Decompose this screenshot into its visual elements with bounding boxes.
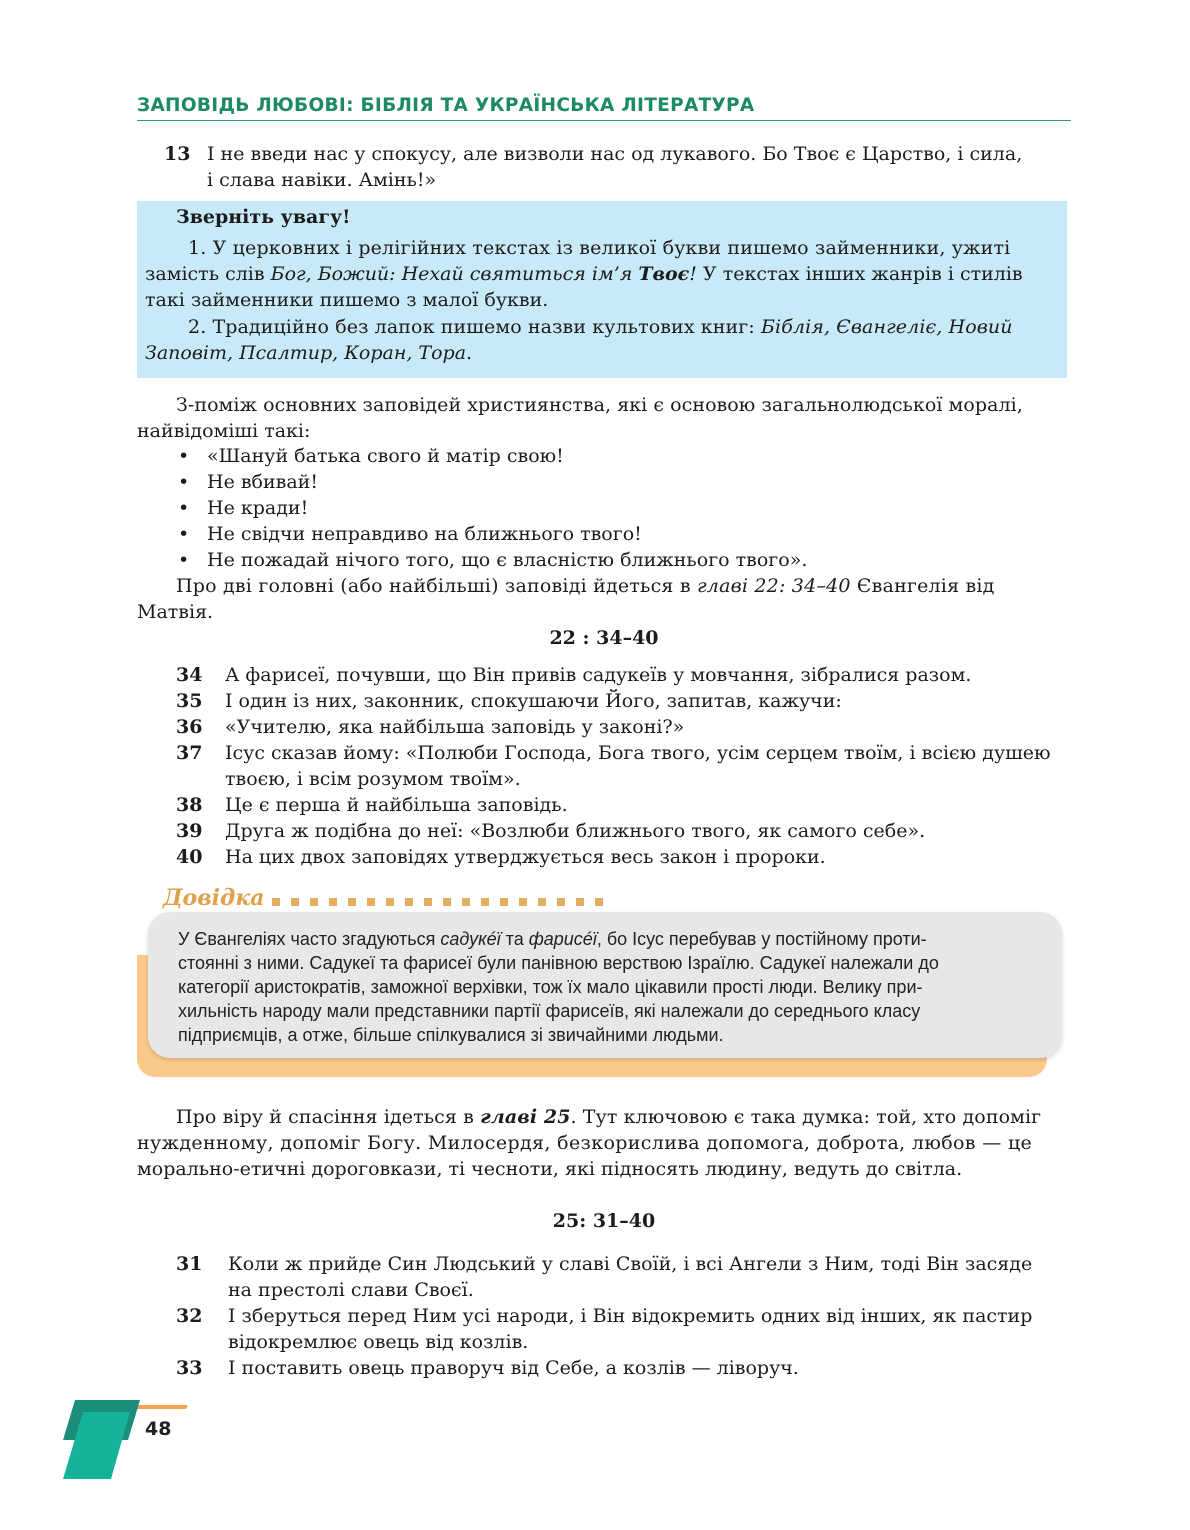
verse-text: А фарисеї, почувши, що Він привів садукеїв у мовчання, зібралися разом. — [225, 664, 972, 686]
verse-number: 38 — [176, 794, 203, 816]
notice-text: такі займенники пишемо з малої букви. — [145, 289, 549, 311]
verse-text: Ісус сказав йому: «Полюби Господа, Бога твого, усім серцем твоїм, і всією душею — [225, 742, 1051, 764]
page-number: 48 — [145, 1418, 172, 1440]
paragraph-line: Про віру й спасіння ідеться в главі 25. Тут ключовою є така думка: той, хто допоміг — [176, 1106, 1042, 1128]
bullet-icon: • — [178, 445, 190, 467]
paragraph-line: найвідоміші такі: — [137, 420, 311, 442]
section-heading: 25: 31–40 — [552, 1210, 656, 1232]
verse-number: 36 — [176, 716, 203, 738]
reference-title: Довідка — [163, 885, 265, 911]
list-item: «Шануй батька свого й матір свою! — [207, 445, 564, 467]
verse-number: 40 — [176, 846, 203, 868]
paragraph-line: морально-етичні дороговкази, ті чесноти, які підносять людину, ведуть до світла. — [137, 1158, 963, 1180]
verse-number: 39 — [176, 820, 203, 842]
verse-number: 34 — [176, 664, 203, 686]
verse-text: на престолі слави Своєї. — [228, 1279, 474, 1301]
paragraph-line: Матвія. — [137, 601, 214, 623]
running-header: ЗАПОВІДЬ ЛЮБОВІ: БІБЛІЯ ТА УКРАЇНСЬКА ЛІТЕРАТУРА — [137, 95, 1071, 121]
notice-title: Зверніть увагу! — [176, 206, 351, 228]
verse-text: відокремлює овець від козлів. — [228, 1331, 529, 1353]
bullet-icon: • — [178, 471, 190, 493]
list-item: Не вбивай! — [207, 471, 318, 493]
dotted-divider — [272, 898, 603, 906]
verse-number: 13 — [164, 143, 191, 165]
verse-text: твоєю, і всім розумом твоїм». — [225, 768, 521, 790]
verse-text: і слава навіки. Амінь!» — [207, 169, 437, 191]
verse-number: 33 — [176, 1357, 203, 1379]
paragraph-line: нужденному, допоміг Богу. Милосердя, безкорислива допомога, доброта, любов — це — [137, 1132, 1033, 1154]
verse-number: 32 — [176, 1305, 203, 1327]
verse-text: І зберуться перед Ним усі народи, і Він відокремить одних від інших, як пастир — [228, 1305, 1033, 1327]
bullet-icon: • — [178, 497, 190, 519]
verse-number: 35 — [176, 690, 203, 712]
reference-text: хильність народу мали представники партії фарисеїв, які належали до середнього класу — [178, 1001, 921, 1021]
verse-text: І один із них, законник, спокушаючи Його, запитав, кажучи: — [225, 690, 842, 712]
notice-text: 1. У церковних і релігійних текстах із великої букви пишемо займенники, ужиті — [188, 237, 1011, 259]
section-heading: 22 : 34–40 — [549, 627, 659, 649]
notice-text: замість слів Бог, Божий: Нехай святиться ім’я Твоє! У текстах інших жанрів і стилів — [145, 263, 1023, 285]
reference-text: підприємців, а отже, більше спілкувалися зі звичайними людьми. — [178, 1025, 724, 1045]
verse-number: 37 — [176, 742, 203, 764]
reference-text: У Євангеліях часто згадуються садукéї та фарисéї, бо Ісус перебував у постійному проти- — [178, 929, 927, 949]
paragraph-line: З-поміж основних заповідей християнства, які є основою загальнолюдської моралі, — [176, 394, 1023, 416]
verse-text: І поставить овець праворуч від Себе, а козлів — ліворуч. — [228, 1357, 799, 1379]
notice-text: Заповіт, Псалтир, Коран, Тора. — [145, 342, 473, 364]
page-corner-decoration — [55, 1400, 195, 1480]
list-item: Не пожадай нічого того, що є власністю ближнього твого». — [207, 549, 808, 571]
bullet-icon: • — [178, 523, 190, 545]
verse-number: 31 — [176, 1253, 203, 1275]
verse-text: Це є перша й найбільша заповідь. — [225, 794, 568, 816]
verse-text: І не введи нас у спокусу, але визволи нас од лукавого. Бо Твоє є Царство, і сила, — [207, 143, 1023, 165]
list-item: Не свідчи неправдиво на ближнього твого! — [207, 523, 642, 545]
reference-text: стоянні з ними. Садукеї та фарисеї були панівною верствою Ізраїлю. Садукеї належали до — [178, 953, 939, 973]
reference-text: категорії аристократів, заможної верхівки, тож їх мало цікавили прості люди. Велику при- — [178, 977, 923, 997]
list-item: Не кради! — [207, 497, 309, 519]
verse-text: Друга ж подібна до неї: «Возлюби ближнього твого, як самого себе». — [225, 820, 926, 842]
notice-text: 2. Традиційно без лапок пишемо назви культових книг: Біблія, Євангеліє, Новий — [188, 316, 1013, 338]
verse-text: Коли ж прийде Син Людський у славі Своїй, і всі Ангели з Ним, тоді Він засяде — [228, 1253, 1033, 1275]
bullet-icon: • — [178, 549, 190, 571]
verse-text: На цих двох заповідях утверджується весь закон і пророки. — [225, 846, 826, 868]
paragraph-line: Про дві головні (або найбільші) заповіді йдеться в главі 22: 34–40 Євангелія від — [176, 575, 995, 597]
verse-text: «Учителю, яка найбільша заповідь у законі?» — [225, 716, 685, 738]
